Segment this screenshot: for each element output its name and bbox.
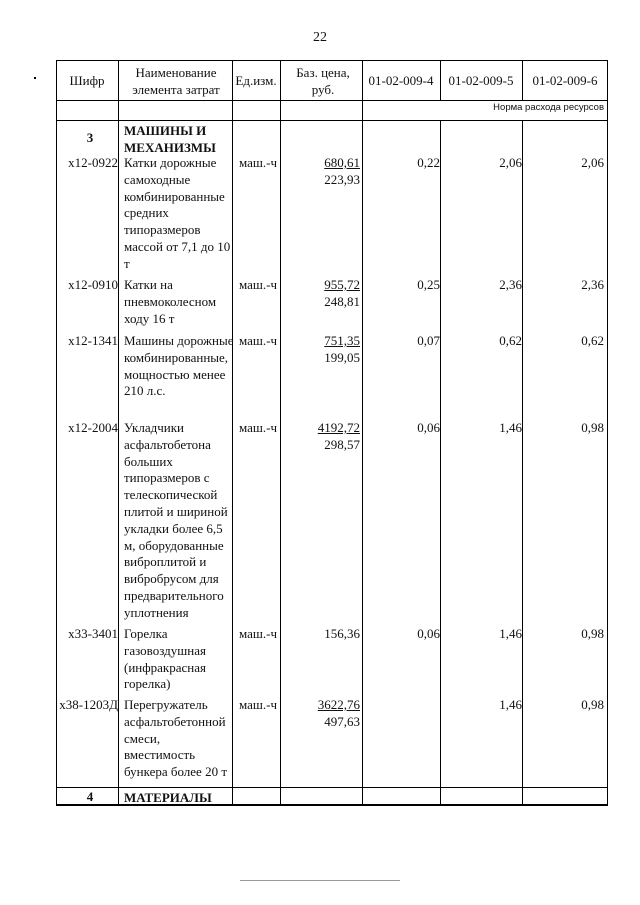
section-title: МАШИНЫ И МЕХАНИЗМЫ — [124, 123, 216, 155]
col-divider — [280, 60, 281, 806]
row-name: Катки на пневмоколесном ходу 16 т — [124, 277, 217, 326]
row-col5: 2,36 — [499, 277, 522, 292]
section-title: МАТЕРИАЛЫ — [124, 790, 212, 805]
row-col6: 2,36 — [581, 277, 604, 292]
row-price — [282, 420, 360, 454]
header-col5: 01-02-009-5 — [448, 73, 514, 88]
row-col5: 1,46 — [499, 697, 522, 712]
row-col6: 2,06 — [581, 155, 604, 170]
header-code: Шифр — [69, 73, 105, 88]
header-unit: Ед.изм. — [235, 73, 277, 88]
row-name: Перегружатель асфальтобетонной смеси, вместимость бункера более 20 т — [124, 697, 228, 780]
row-price — [282, 697, 360, 731]
row-name: Машины дорожные комбинированные, мощностью менее 210 л.с. — [124, 333, 234, 399]
row-col5: 1,46 — [499, 420, 522, 435]
row-code: х12-0922 — [68, 155, 118, 170]
row-unit: маш.-ч — [238, 155, 278, 170]
price-top: 955,72 — [324, 277, 360, 292]
row-unit: маш.-ч — [238, 277, 278, 292]
row-col4: 0,06 — [417, 626, 440, 641]
col-divider — [522, 120, 523, 806]
price-bottom: 248,81 — [324, 293, 360, 309]
row-unit: маш.-ч — [238, 333, 278, 348]
price-bottom: 199,05 — [324, 349, 360, 365]
row-col4: 0,22 — [417, 155, 440, 170]
col-divider — [118, 60, 119, 806]
row-col6: 0,98 — [581, 626, 604, 641]
row-price — [282, 277, 360, 311]
row-divider — [56, 120, 608, 121]
col-divider — [440, 120, 441, 806]
row-col6: 0,62 — [581, 333, 604, 348]
row-col5: 0,62 — [499, 333, 522, 348]
row-price — [282, 626, 360, 643]
row-col4: 0,06 — [417, 420, 440, 435]
row-col6: 0,98 — [581, 420, 604, 435]
row-code: х33-3401 — [68, 626, 118, 641]
row-price — [282, 155, 360, 189]
row-name: Катки дорожные самоходные комбинированные средних типоразмеров массой от 7,1 до 10 т — [124, 155, 231, 271]
price-bottom: 298,57 — [324, 436, 360, 452]
row-col4: 0,07 — [417, 333, 440, 348]
margin-mark — [34, 77, 36, 79]
price-top: 751,35 — [324, 333, 360, 348]
row-col6: 0,98 — [581, 697, 604, 712]
page-number: 22 — [313, 30, 327, 45]
row-col5: 2,06 — [499, 155, 522, 170]
row-unit: маш.-ч — [238, 420, 278, 435]
row-code: х12-0910 — [68, 277, 118, 292]
row-unit: маш.-ч — [238, 697, 278, 712]
section-number: 3 — [86, 130, 94, 145]
row-price — [282, 333, 360, 367]
footer-rule — [240, 880, 400, 881]
row-col4: 0,25 — [417, 277, 440, 292]
row-divider — [56, 787, 608, 788]
header-col4: 01-02-009-4 — [368, 73, 434, 88]
section-number: 4 — [86, 789, 94, 804]
row-name: Горелка газовоздушная (инфракрасная горелка) — [124, 626, 206, 692]
row-name: Укладчики асфальтобетона больших типоразмеров с телескопической плитой и шириной укладки более 6,5 м, оборудованные виброплитой и вибробрусом для предварительного уплотнения — [124, 420, 228, 620]
row-code: х12-2004 — [68, 420, 118, 435]
price-top: 680,61 — [324, 155, 360, 170]
price-bottom: 497,63 — [324, 713, 360, 729]
row-code: х12-1341 — [68, 333, 118, 348]
norm-label: Норма расхода ресурсов — [493, 102, 604, 113]
row-code: х38-1203Д — [59, 697, 118, 712]
row-unit: маш.-ч — [238, 626, 278, 641]
price-top: 3622,76 — [317, 697, 360, 712]
header-col6: 01-02-009-6 — [532, 73, 598, 88]
price-bottom: 223,93 — [324, 171, 360, 187]
price-top: 4192,72 — [317, 420, 360, 435]
price-top: 156,36 — [324, 626, 360, 641]
header-name: Наименование элемента затрат — [132, 65, 220, 97]
row-divider — [56, 100, 608, 101]
header-price: Баз. цена, руб. — [296, 65, 350, 97]
row-col5: 1,46 — [499, 626, 522, 641]
